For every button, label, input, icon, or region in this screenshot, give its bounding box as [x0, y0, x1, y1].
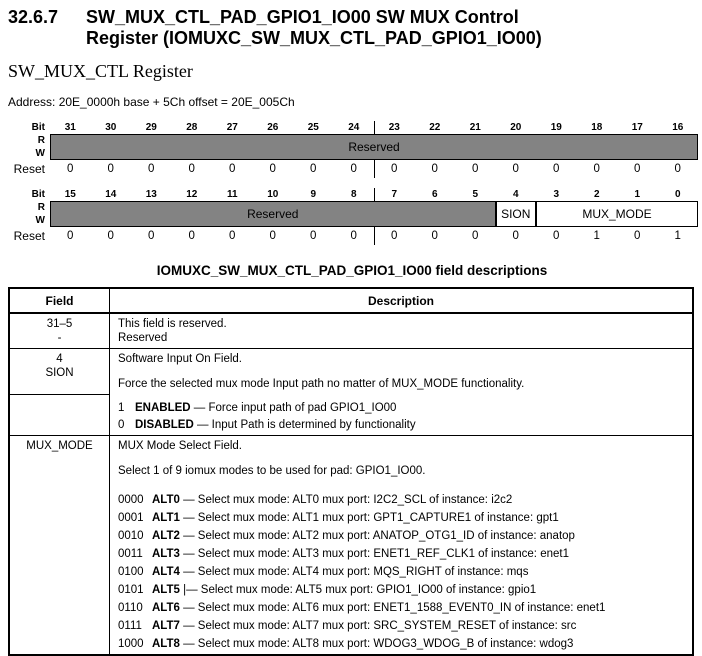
read-write-label [8, 134, 50, 160]
section-heading [8, 7, 696, 49]
field-name: SION [45, 367, 74, 379]
field-cell-mux-mode [10, 435, 110, 654]
bit-number: 12 [186, 189, 198, 200]
register-diagram-low [8, 188, 698, 245]
value-list-item [118, 493, 686, 507]
field-bits: 4 [56, 353, 63, 365]
value-text: — Select mux mode: ALT3 mux port: ENET1_REF_CLK1 of instance: enet1 [183, 548, 569, 560]
value-list-item [118, 637, 686, 651]
reset-value: 0 [188, 163, 195, 175]
register-field-reserved-low: Reserved [50, 201, 496, 227]
value-code: 0011 [118, 548, 143, 560]
bit-number: 8 [350, 189, 357, 200]
description-text: MUX Mode Select Field. [118, 440, 242, 452]
value-text: — Select mux mode: ALT2 mux port: ANATOP_OTG1_ID of instance: anatop [183, 530, 575, 542]
bit-number: 6 [431, 189, 438, 200]
reset-value: 0 [553, 163, 560, 175]
write-label: W [35, 148, 45, 159]
value-code: 1 [118, 401, 125, 414]
reset-row-label: Reset [13, 162, 45, 176]
reset-value: 0 [472, 230, 479, 242]
value-name: ALT7 [152, 620, 180, 632]
column-header-field: Field [10, 289, 110, 312]
reset-value: 0 [148, 230, 155, 242]
blank-line [118, 478, 686, 489]
bit-number: 4 [512, 189, 519, 200]
description-text: Select 1 of 9 iomux modes to be used for pad: GPIO1_IO00. [118, 465, 426, 477]
reset-value: 0 [188, 230, 195, 242]
value-list-item [118, 529, 686, 543]
read-label: R [37, 135, 45, 146]
reset-value: 1 [674, 230, 681, 242]
reset-value: 0 [512, 230, 519, 242]
reset-value: 0 [310, 163, 317, 175]
register-diagram-high [8, 121, 698, 178]
column-header-description: Description [367, 294, 434, 308]
value-list-item [118, 418, 686, 432]
description-text: Software Input On Field. [118, 353, 243, 365]
bit-number: 16 [672, 122, 684, 133]
bit-number: 28 [186, 122, 198, 133]
value-code: 0001 [118, 512, 144, 524]
value-text: — Select mux mode: ALT1 mux port: GPT1_CAPTURE1 of instance: gpt1 [183, 512, 559, 524]
field-name: MUX_MODE [26, 440, 93, 452]
register-field-sion: SION [496, 201, 537, 227]
reset-value: 0 [229, 163, 236, 175]
diagram-middle-tick-bottom [374, 227, 375, 245]
diagram-middle-tick-bottom [374, 160, 375, 178]
bit-number: 3 [553, 189, 560, 200]
register-field-mux-mode: MUX_MODE [536, 201, 698, 227]
bit-number: 24 [348, 122, 360, 133]
reset-value: 0 [634, 230, 641, 242]
value-list-item [118, 511, 686, 525]
register-subtitle: SW_MUX_CTL Register [8, 61, 193, 81]
bit-number: 11 [226, 189, 238, 200]
reset-value: 0 [350, 163, 357, 175]
value-list-item [118, 547, 686, 561]
value-code: 0100 [118, 566, 144, 578]
read-label: R [37, 202, 45, 213]
section-number: 32.6.7 [8, 7, 59, 27]
section-title [86, 7, 542, 49]
bit-number: 9 [310, 189, 317, 200]
reset-value: 0 [269, 163, 276, 175]
bit-number: 1 [634, 189, 641, 200]
reset-value: 0 [431, 163, 438, 175]
value-text: — Select mux mode: ALT4 mux port: MQS_RIGHT of instance: mqs [183, 566, 529, 578]
description-cell-mux-mode [110, 435, 692, 654]
field-name: - [57, 332, 62, 344]
diagram-middle-tick-top [374, 121, 375, 134]
reset-value: 0 [148, 163, 155, 175]
value-list-item [118, 401, 686, 415]
value-text: — Input Path is determined by functionality [196, 419, 416, 431]
reset-value: 0 [269, 230, 276, 242]
value-list-item [118, 565, 686, 579]
value-text: |— Select mux mode: ALT5 mux port: GPIO1_IO00 of instance: gpio1 [183, 584, 537, 596]
bit-number: 18 [591, 122, 603, 133]
reset-value: 0 [67, 163, 74, 175]
bit-number: 17 [631, 122, 643, 133]
value-name: DISABLED [135, 419, 194, 431]
field-cell-sion-continued [10, 394, 110, 435]
bit-number: 26 [267, 122, 279, 133]
description-text: Force the selected mux mode Input path no matter of MUX_MODE functionality. [118, 378, 525, 390]
section-title-line1: SW_MUX_CTL_PAD_GPIO1_IO00 SW MUX Control [86, 7, 519, 27]
diagram-middle-tick-top [374, 188, 375, 201]
register-field-reserved-high: Reserved [50, 134, 698, 160]
value-name: ALT8 [152, 638, 180, 650]
reset-value: 0 [310, 230, 317, 242]
bit-number: 22 [429, 122, 441, 133]
value-code: 0101 [118, 584, 144, 596]
value-code: 0000 [118, 494, 144, 506]
reset-value: 0 [67, 230, 74, 242]
value-name: ALT3 [152, 548, 180, 560]
value-text: — Select mux mode: ALT7 mux port: SRC_SYSTEM_RESET of instance: src [183, 620, 577, 632]
bit-number: 30 [105, 122, 117, 133]
reset-value: 0 [391, 230, 398, 242]
reset-value: 0 [593, 163, 600, 175]
value-text: — Force input path of pad GPIO1_IO00 [193, 401, 397, 414]
bit-number: 23 [388, 122, 400, 133]
value-name: ALT6 [152, 602, 180, 614]
reset-value: 0 [107, 230, 114, 242]
description-cell-sion [110, 348, 692, 394]
bit-number: 14 [105, 189, 117, 200]
bit-number: 13 [145, 189, 157, 200]
field-cell-sion [10, 348, 110, 394]
value-code: 0111 [118, 620, 142, 632]
value-name: ALT0 [152, 494, 180, 506]
value-name: ALT5 [152, 584, 180, 596]
value-list-item [118, 601, 686, 615]
value-name: ALT2 [152, 530, 180, 542]
value-code: 0 [118, 419, 125, 431]
reset-value: 0 [431, 230, 438, 242]
section-title-line2: Register (IOMUXC_SW_MUX_CTL_PAD_GPIO1_IO00) [86, 28, 542, 48]
bit-row-label: Bit [31, 189, 45, 200]
bit-number: 5 [472, 189, 479, 200]
description-cell-reserved [110, 312, 692, 348]
reset-value: 0 [391, 163, 398, 175]
description-text: Reserved [118, 332, 168, 344]
field-cell-reserved [10, 312, 110, 348]
bit-number: 20 [510, 122, 522, 133]
value-list-item [118, 619, 686, 633]
value-name: ENABLED [135, 401, 191, 414]
reset-value: 1 [593, 230, 600, 242]
reset-value: 0 [674, 163, 681, 175]
field-table-title: IOMUXC_SW_MUX_CTL_PAD_GPIO1_IO00 field descriptions [156, 263, 548, 278]
value-text: — Select mux mode: ALT0 mux port: I2C2_SCL of instance: i2c2 [183, 494, 513, 506]
bit-number: 2 [593, 189, 600, 200]
bit-number: 31 [64, 122, 76, 133]
bit-number: 21 [469, 122, 481, 133]
write-label: W [35, 215, 45, 226]
read-write-label [8, 201, 50, 227]
value-code: 0110 [118, 602, 143, 614]
blank-line [118, 366, 686, 377]
bit-number: 10 [267, 189, 279, 200]
mux-mode-values [118, 493, 686, 651]
bit-number: 0 [674, 189, 681, 200]
description-text: This field is reserved. [118, 318, 227, 330]
reset-value: 0 [634, 163, 641, 175]
bit-number: 27 [226, 122, 238, 133]
field-descriptions-table [8, 287, 694, 656]
description-cell-sion-values [110, 394, 692, 435]
reset-value: 0 [472, 163, 479, 175]
reset-value: 0 [229, 230, 236, 242]
reset-value: 0 [107, 163, 114, 175]
value-text: — Select mux mode: ALT6 mux port: ENET1_1588_EVENT0_IN of instance: enet1 [183, 602, 606, 614]
value-name: ALT1 [152, 512, 180, 524]
bit-number: 25 [307, 122, 319, 133]
reset-value: 0 [350, 230, 357, 242]
reset-row-label: Reset [13, 229, 45, 243]
bit-row-label: Bit [31, 122, 45, 133]
bit-number: 15 [64, 189, 76, 200]
value-list-item [118, 583, 686, 597]
value-name: ALT4 [152, 566, 180, 578]
bit-number: 19 [550, 122, 562, 133]
field-bits: 31–5 [46, 318, 73, 330]
blank-line [118, 453, 686, 464]
value-code: 1000 [118, 638, 144, 650]
bit-number: 7 [391, 189, 398, 200]
reset-value: 0 [512, 163, 519, 175]
value-text: — Select mux mode: ALT8 mux port: WDOG3_WDOG_B of instance: wdog3 [183, 638, 574, 650]
reset-value: 0 [553, 230, 560, 242]
value-code: 0010 [118, 530, 144, 542]
bit-number: 29 [145, 122, 157, 133]
register-address: Address: 20E_0000h base + 5Ch offset = 20E_005Ch [8, 95, 295, 109]
